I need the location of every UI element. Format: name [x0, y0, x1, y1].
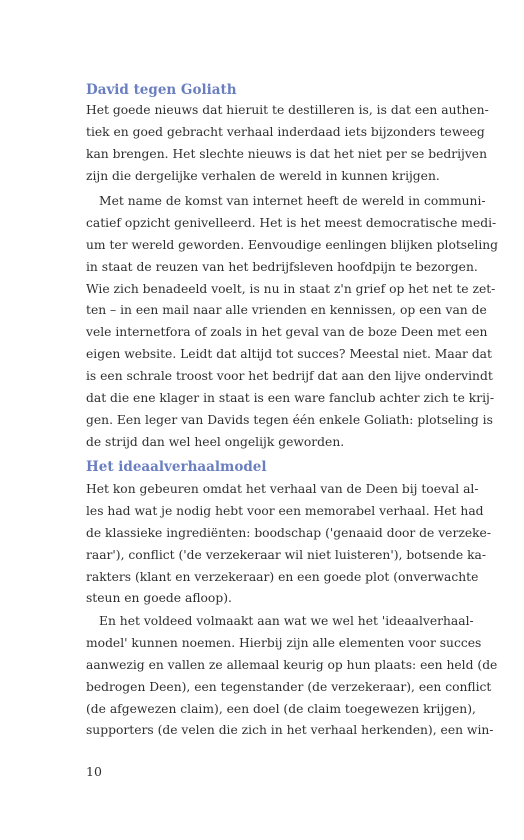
text-line: de strijd dan wel heel ongelijk geworden. — [86, 434, 345, 449]
text-line: aanwezig en vallen ze allemaal keurig op hun plaats: een held (de — [86, 657, 498, 672]
text-line: tiek en goed gebracht verhaal inderdaad iets bijzonders teweeg — [86, 124, 485, 139]
paragraph-good-news — [86, 100, 489, 188]
text-line: zijn die dergelijke verhalen de wereld in kunnen krijgen. — [86, 168, 440, 183]
text-line: steun en goede afloop). — [86, 591, 232, 606]
text-line: dat die ene klager in staat is een ware fanclub achter zich te krij- — [86, 391, 495, 406]
text-line: ten – in een mail naar alle vrienden en kennissen, op een van de — [86, 303, 487, 318]
text-line: bedrogen Deen), een tegenstander (de verzekeraar), een conflict — [86, 679, 492, 694]
text-line: supporters (de velen die zich in het verhaal herkenden), een win- — [86, 723, 494, 738]
section-heading-david-tegen-goliath: David tegen Goliath — [86, 82, 237, 98]
text-line: les had wat je nodig hebt voor een memorabel verhaal. Het had — [86, 503, 484, 518]
section-heading-ideaalverhaalmodel: Het ideaalverhaalmodel — [86, 459, 267, 475]
text-line: rakters (klant en verzekeraar) en een goede plot (onverwachte — [86, 569, 479, 584]
paragraph-deen-story — [86, 479, 491, 610]
text-line: Wie zich benadeeld voelt, is nu in staat z'n grief op het net te zet- — [86, 281, 496, 296]
text-line: gen. Een leger van Davids tegen één enkele Goliath: plotseling is — [86, 412, 493, 427]
text-line: vele internetfora of zoals in het geval van de boze Deen met een — [86, 325, 488, 340]
text-line: Het goede nieuws dat hieruit te destilleren is, is dat een authen- — [86, 103, 489, 117]
text-line: um ter wereld geworden. Eenvoudige eenlingen blijken plotseling — [86, 237, 499, 252]
text-line: Met name de komst van internet heeft de wereld in communi- — [99, 194, 486, 208]
paragraph-internet — [86, 191, 499, 454]
text-line: is een schrale troost voor het bedrijf dat aan den lijve ondervindt — [86, 369, 493, 384]
text-line: catief opzicht genivelleerd. Het is het meest democratische medi- — [86, 215, 497, 230]
text-line: eigen website. Leidt dat altijd tot succes? Meestal niet. Maar dat — [86, 347, 492, 362]
text-line: raar'), conflict ('de verzekeraar wil niet luisteren'), botsende ka- — [86, 547, 487, 562]
page-number: 10 — [86, 764, 102, 779]
text-line: in staat de reuzen van het bedrijfsleven hoofdpijn te bezorgen. — [86, 259, 478, 274]
text-line: (de afgewezen claim), een doel (de claim toegewezen krijgen), — [86, 701, 476, 716]
text-line: kan brengen. Het slechte nieuws is dat het niet per se bedrijven — [86, 146, 487, 161]
text-line: model' kunnen noemen. Hierbij zijn alle elementen voor succes — [86, 635, 482, 650]
paragraph-ideaalverhaal — [86, 611, 498, 742]
text-line: de klassieke ingrediënten: boodschap ('genaaid door de verzeke- — [86, 525, 491, 540]
text-line: Het kon gebeuren omdat het verhaal van de Deen bij toeval al- — [86, 482, 479, 496]
text-line: En het voldeed volmaakt aan wat we wel het 'ideaalverhaal- — [99, 614, 474, 628]
